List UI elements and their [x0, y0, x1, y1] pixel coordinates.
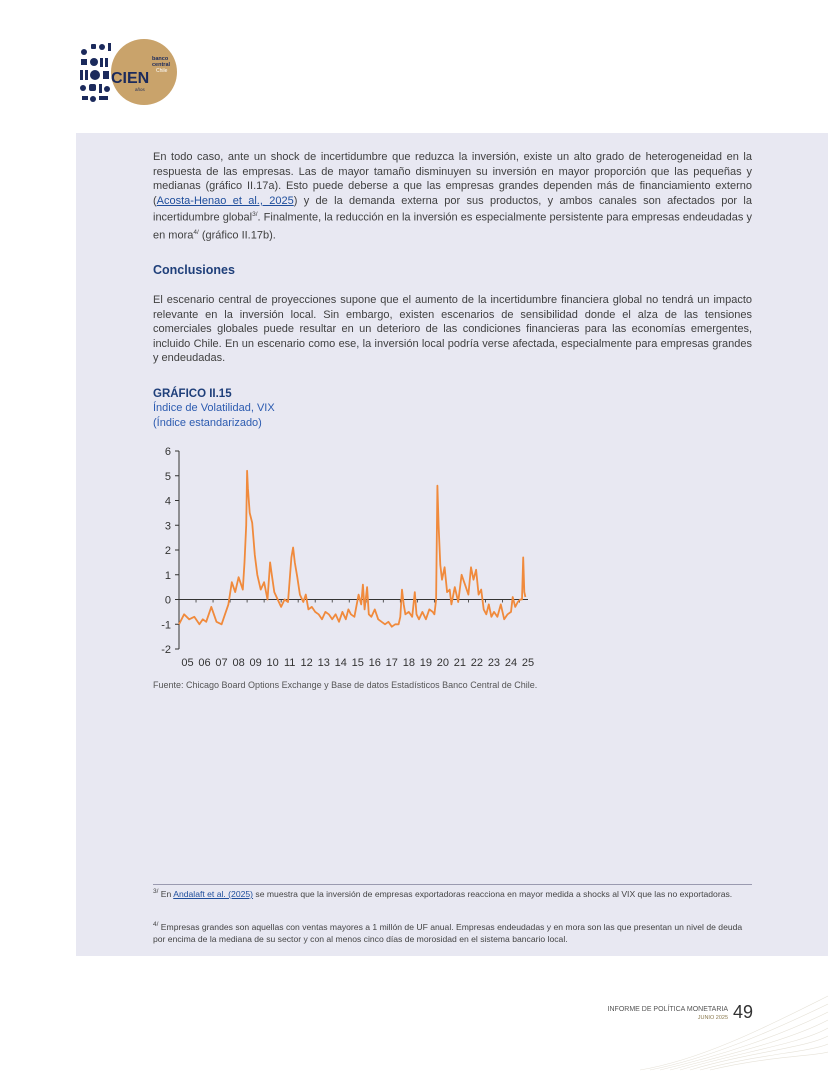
y-tick-label: -1 [161, 619, 171, 632]
y-tick-label: 4 [164, 495, 171, 508]
footnote-3 [153, 886, 752, 900]
paragraph1-text-1: En todo caso, ante un shock de incertidumbre que reduzca la inversión, existe un alto grado de heterogeneidad en la respuesta de las empresas. Las de mayor tamaño disminuyen su inversión en mayor proporción que las pequeñas y medianas (gráfico II.17a). Esto puede deberse a que las empresas grandes dependen más de financiamiento externo ( [153, 151, 752, 207]
x-tick-label: 19 [419, 657, 432, 669]
y-tick-label: 2 [164, 545, 171, 557]
y-tick-label: 0 [164, 594, 171, 607]
footnote-4 [153, 919, 752, 946]
footnote-3-mark: 3/ [153, 888, 159, 895]
y-tick-label: -2 [161, 644, 171, 656]
logo-brand-line2: central [152, 62, 171, 68]
chart-unit-label: (Índice estandarizado) [153, 417, 262, 429]
y-tick-label: 3 [164, 520, 171, 533]
x-tick-label: 15 [351, 657, 364, 669]
logo-suffix: años [135, 87, 145, 92]
x-tick-label: 08 [232, 657, 245, 669]
section-heading-conclusiones: Conclusiones [153, 263, 235, 277]
x-tick-label: 18 [402, 657, 415, 669]
logo-brand-line1: banco [152, 56, 169, 62]
x-tick-label: 16 [368, 657, 381, 669]
logo-word: CIEN [111, 70, 150, 87]
x-tick-label: 10 [266, 657, 279, 669]
footnote-ref-3[interactable]: 3/ [252, 211, 258, 219]
footnote-4-mark: 4/ [153, 921, 159, 928]
x-tick-label: 06 [198, 657, 211, 669]
x-tick-label: 17 [385, 657, 398, 669]
x-tick-label: 13 [317, 657, 330, 669]
logo-brand-line3: Chile [156, 68, 168, 74]
footer-date: JUNIO 2025 [697, 1015, 728, 1021]
x-tick-label: 22 [470, 657, 484, 669]
x-tick-label: 21 [453, 657, 467, 669]
x-tick-label: 11 [283, 657, 296, 669]
paragraph1-text-2: ) y de la demanda externa por sus productos, y ambos canales son afectados por la incertidumbre global [153, 194, 752, 225]
footnote-ref-4[interactable]: 4/ [193, 228, 199, 236]
footnote-3-text: se muestra que la inversión de empresas exportadoras reacciona en mayor medida a shocks al VIX que las no exportadoras. [253, 888, 733, 899]
footnote-divider [153, 884, 752, 885]
x-tick-label: 24 [504, 657, 518, 669]
reference-link-acosta-henao[interactable]: Acosta-Henao et al., 2025 [156, 194, 294, 207]
x-tick-label: 12 [300, 657, 313, 669]
footnote-4-text: Empresas grandes son aquellas con ventas mayores a 1 millón de UF anual. Empresas endeudadas y en mora son las que presentan un nivel de deuda por encima de la mediana de su sector y con al menos cinco días de morosidad en el sistema bancario local. [153, 921, 743, 945]
footer-report-name: INFORME DE POLÍTICA MONETARIA [607, 1006, 728, 1013]
x-tick-label: 07 [215, 657, 228, 669]
paragraph1-text-4: (gráfico II.17b). [198, 229, 276, 242]
x-tick-label: 25 [521, 657, 535, 669]
paragraph-investment-heterogeneity [153, 150, 752, 243]
footnote-3-pre: En [158, 888, 174, 899]
decorative-curves [640, 990, 828, 1071]
y-tick-label: 1 [164, 569, 171, 582]
vix-series-line [179, 471, 525, 627]
x-tick-label: 09 [249, 657, 262, 669]
y-tick-label: 6 [164, 446, 171, 458]
vix-line-chart [150, 440, 540, 670]
x-tick-label: 23 [487, 657, 501, 669]
chart-title: GRÁFICO II.15 [153, 388, 232, 400]
banco-central-cien-logo [78, 38, 178, 106]
chart-source: Fuente: Chicago Board Options Exchange y Base de datos Estadísticos Banco Central de Chile. [153, 680, 538, 690]
x-tick-label: 14 [334, 657, 347, 669]
x-tick-label: 20 [436, 657, 450, 669]
chart-subtitle: Índice de Volatilidad, VIX [153, 402, 275, 414]
reference-link-andalaft[interactable]: Andalaft et al. (2025) [173, 888, 254, 899]
paragraph1-text-3: . Finalmente, la reducción en la inversión es especialmente persistente para empresas endeudadas y en mora [153, 212, 752, 242]
x-tick-label: 05 [181, 657, 194, 669]
page-number: 49 [733, 1002, 754, 1022]
y-tick-label: 5 [164, 470, 171, 483]
paragraph-conclusions: El escenario central de proyecciones supone que el aumento de la incertidumbre financiera global no tendrá un impacto relevante en la inversión local. Sin embargo, existen escenarios de sensibilidad donde el alza de las tensiones comerciales globales puede resultar en un deterioro de las condiciones financieras para las economías emergentes, incluido Chile. En un escenario como ese, la inversión local podría verse afectada, especialmente para empresas grandes y endeudadas. [153, 294, 752, 365]
